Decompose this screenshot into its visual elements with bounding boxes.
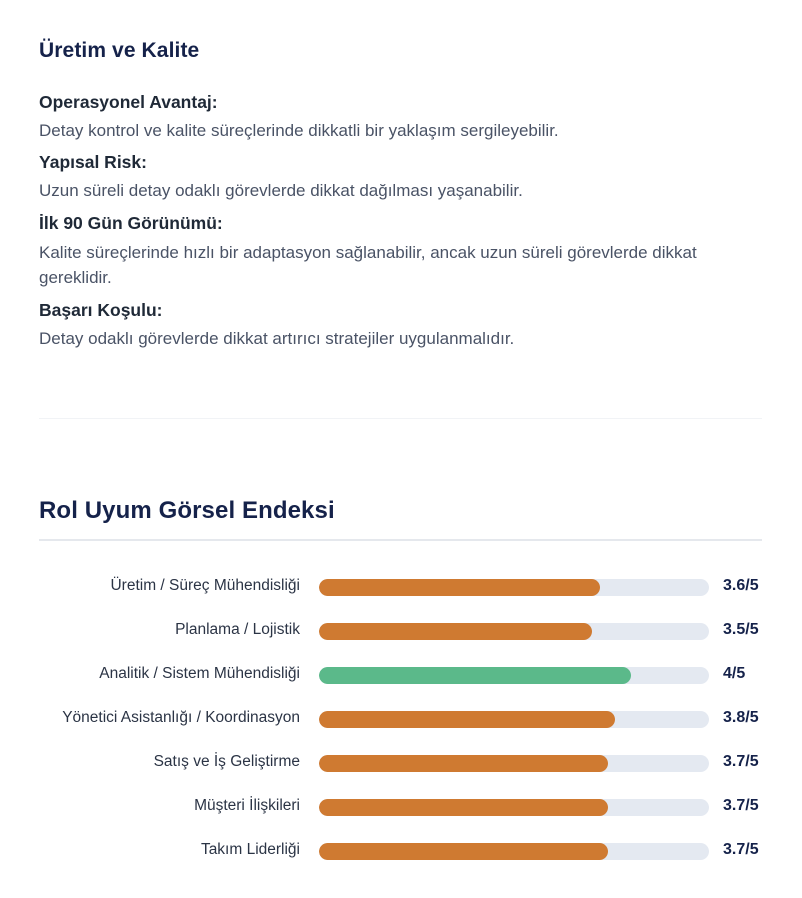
score-bar-fill <box>319 755 608 772</box>
role-label: Satış ve İş Geliştirme <box>153 753 300 770</box>
score-bar-fill <box>319 623 592 640</box>
first-90-days-text: Kalite süreçlerinde hızlı bir adaptasyon sağlanabilir, ancak uzun süreli görevlerde dikkat gereklidir. <box>39 243 697 287</box>
score-bar-fill <box>319 579 600 596</box>
role-fit-row <box>0 663 802 687</box>
role-label: Müşteri İlişkileri <box>194 797 300 814</box>
score-bar-fill <box>319 843 608 860</box>
role-fit-row <box>0 619 802 643</box>
role-fit-row <box>0 575 802 599</box>
role-fit-row <box>0 795 802 819</box>
success-condition-heading: Başarı Koşulu: <box>39 300 163 320</box>
section-divider <box>39 418 762 419</box>
success-condition-text: Detay odaklı görevlerde dikkat artırıcı stratejiler uygulanmalıdır. <box>39 329 515 348</box>
role-fit-row <box>0 707 802 731</box>
role-label: Yönetici Asistanlığı / Koordinasyon <box>62 709 300 726</box>
section-title-role-fit: Rol Uyum Görsel Endeksi <box>39 497 335 524</box>
section-title-quality: Üretim ve Kalite <box>39 39 200 62</box>
score-value: 3.7/5 <box>723 797 759 814</box>
role-label: Takım Liderliği <box>200 841 300 858</box>
score-value: 3.7/5 <box>723 841 759 858</box>
structural-risk-text: Uzun süreli detay odaklı görevlerde dikkat dağılması yaşanabilir. <box>39 181 523 200</box>
score-bar-track <box>319 667 709 684</box>
score-bar-track <box>319 623 709 640</box>
score-bar-track <box>319 579 709 596</box>
score-bar-track <box>319 711 709 728</box>
score-bar-track <box>319 843 709 860</box>
first-90-days-heading: İlk 90 Gün Görünümü: <box>39 213 223 233</box>
role-label: Üretim / Süreç Mühendisliği <box>110 577 300 594</box>
score-value: 3.5/5 <box>723 621 759 638</box>
score-bar-track <box>319 799 709 816</box>
score-bar-track <box>319 755 709 772</box>
role-fit-row <box>0 751 802 775</box>
score-value: 4/5 <box>723 665 746 682</box>
role-label: Analitik / Sistem Mühendisliği <box>99 665 300 682</box>
score-value: 3.7/5 <box>723 753 759 770</box>
role-fit-row <box>0 839 802 863</box>
title-underline <box>39 539 762 541</box>
score-bar-fill <box>319 711 615 728</box>
operational-advantage-text: Detay kontrol ve kalite süreçlerinde dikkatli bir yaklaşım sergileyebilir. <box>39 121 559 140</box>
score-bar-fill <box>319 799 608 816</box>
score-value: 3.6/5 <box>723 577 759 594</box>
structural-risk-heading: Yapısal Risk: <box>39 152 147 172</box>
score-bar-fill <box>319 667 631 684</box>
operational-advantage-heading: Operasyonel Avantaj: <box>39 92 218 112</box>
score-value: 3.8/5 <box>723 709 759 726</box>
role-label: Planlama / Lojistik <box>175 621 300 638</box>
